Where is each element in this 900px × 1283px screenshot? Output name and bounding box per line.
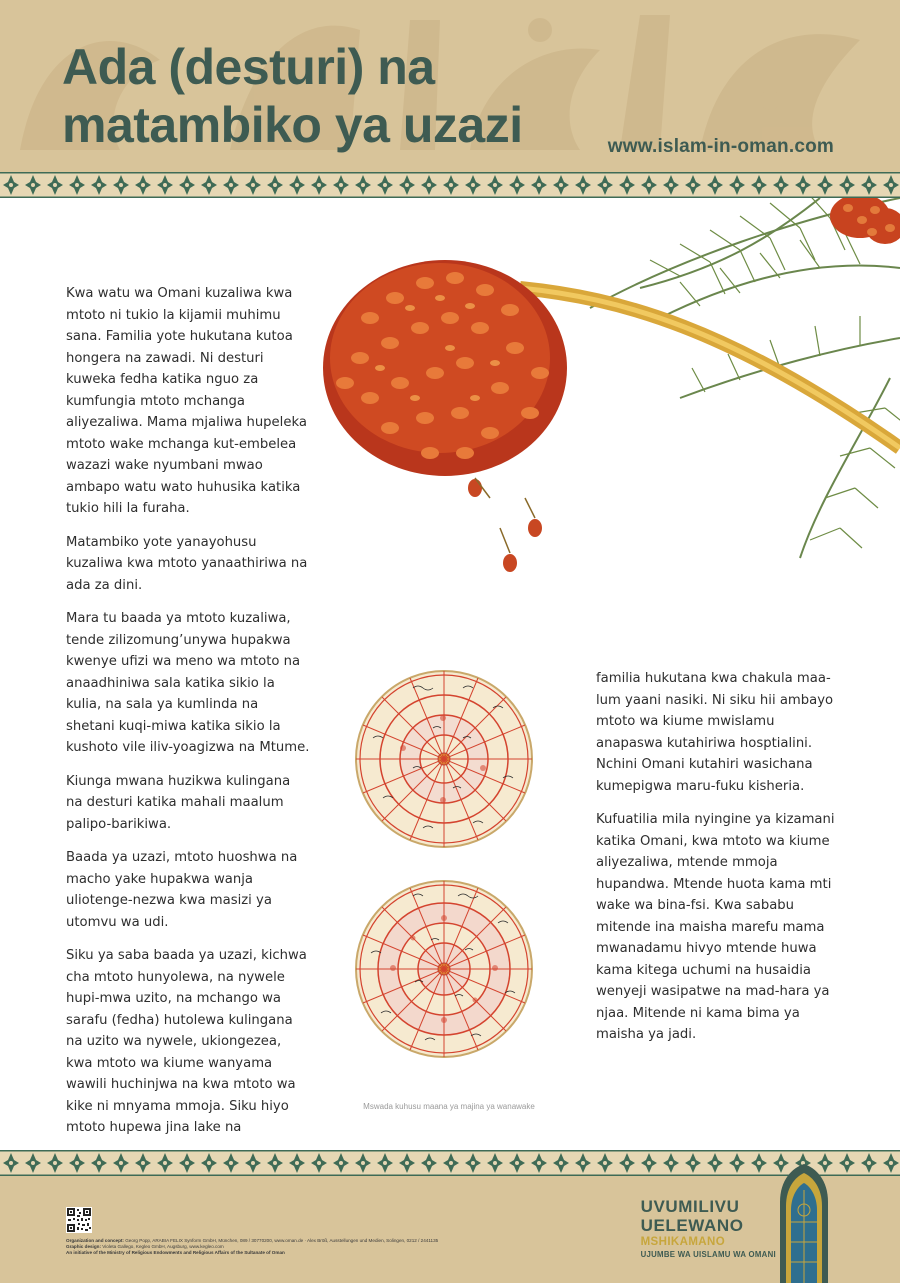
title-line-2: matambiko ya uzazi xyxy=(62,97,523,153)
ornament-band-top xyxy=(0,172,900,198)
brand-line-1: UVUMILIVU xyxy=(640,1197,740,1216)
paragraph: familia hukutana kwa chakula maa-lum yaani nasiki. Ni siku hii ambayo mtoto wa kiume mwislamu anapaswa kutahiriwa hosptialini. Nchini Omani kutahiri wasichana kumepigwa maru-fuku kisheria. xyxy=(596,671,834,794)
footer-credits xyxy=(66,1238,546,1256)
header-banner xyxy=(0,0,900,172)
paragraph: Kufuatilia mila nyingine ya kizamani katika Omani, kwa mtoto wa kiume aliyezaliwa, mtende mmoja hupandwa. Mtende huota kama mti wake wa bina-fsi. Kwa sababu mitende ina maisha marefu mama mwanadamu hivyo mtende huwa kama kitega uchumi na husaidia wenyeji wasipatwe na mad-hara ya njaa. Mitende ni kama bima ya maisha ya jadi. xyxy=(596,812,835,1042)
page-title xyxy=(62,38,523,154)
paragraph: Mara tu baada ya mtoto kuzaliwa, tende zilizomung’unywa hupakwa kwenye ufizi wa meno wa mtoto na anaadhiniwa sala katika sikio la kulia, na sala ya kumlinda na shetani kuqi-miwa katika sikio la kushoto vile iliv-yoagizwa na Mtume. xyxy=(66,611,310,755)
brand-line-3: MSHIKAMANO xyxy=(640,1236,726,1248)
credit-label: Organization and concept: xyxy=(66,1238,124,1243)
manuscript-wheel-top xyxy=(353,668,535,850)
credit-line xyxy=(66,1250,546,1256)
brand-line-2: UELEWANO xyxy=(640,1216,744,1235)
credit-text: Georg Popp, ARABIA FELIX Synform GmbH, München, 089 / 30770200, www.oman.de · Alex Bröß, Ausstellungen und Medien, Solingen, 0212 / 2441135 xyxy=(123,1238,439,1243)
manuscript-wheel-bottom xyxy=(353,878,535,1060)
initiative-text: An initiative of the Ministry of Religious Endowments and Religious Affairs of the Sultanate of Oman xyxy=(66,1250,285,1255)
website-url: www.islam-in-oman.com xyxy=(607,136,834,157)
geometric-pattern xyxy=(0,1150,900,1176)
paragraph: Baada ya uzazi, mtoto huoshwa na macho yake hupakwa wanja uliotenge-nezwa kwa masizi ya utomvu wa udi. xyxy=(66,850,298,930)
paragraph: Siku ya saba baada ya uzazi, kichwa cha mtoto hunyolewa, na nywele hupi-mwa uzito, na mchango wa sarafu (fedha) hutolewa kulingana na uzito wa nywele, ukiongezea, kwa mtoto wa kiume wanyama wawili huchinjwa na kwa mtoto wa kike ni mnyama mmoja. Siku hiyo mtoto hupewa jina lake na xyxy=(66,948,307,1135)
date-palm-photo xyxy=(300,198,900,618)
ornament-band-bottom xyxy=(0,1150,900,1176)
left-text-column xyxy=(66,283,310,1151)
title-line-1: Ada (desturi) na xyxy=(62,39,435,95)
credit-label: Graphic design: xyxy=(66,1244,101,1249)
right-text-column xyxy=(596,668,836,1058)
mosque-window-icon xyxy=(778,1162,830,1283)
image-caption: Mswada kuhusu maana ya majina ya wanawake xyxy=(363,1102,535,1111)
brand-line-4: UJUMBE WA UISLAMU WA OMANI xyxy=(640,1250,776,1259)
paragraph: Matambiko yote yanayohusu kuzaliwa kwa mtoto yanaathiriwa na ada za dini. xyxy=(66,534,308,593)
paragraph: Kwa watu wa Omani kuzaliwa kwa mtoto ni tukio la kijamii muhimu sana. Familia yote hukutana kutoa hongera na zawadi. Ni desturi kuweka fedha katika nguo za kumfungia mtoto mchanga aliyezaliwa. Mama mjaliwa hupeleka mtoto wake mchanga kut-embelea wazazi wake nyumbani mwao ambapo watu wato huhusika katika tukio hili la furaha. xyxy=(66,286,307,516)
brand-block xyxy=(641,1197,776,1260)
geometric-pattern xyxy=(0,172,900,198)
qr-code-icon[interactable] xyxy=(66,1207,92,1233)
credit-text: Violeta Gallego, Kegleo GmbH, Augsburg, www.kegleo.com xyxy=(100,1244,224,1249)
paragraph: Kiunga mwana huzikwa kulingana na desturi katika mahali maalum palipo-barikiwa. xyxy=(66,773,291,832)
